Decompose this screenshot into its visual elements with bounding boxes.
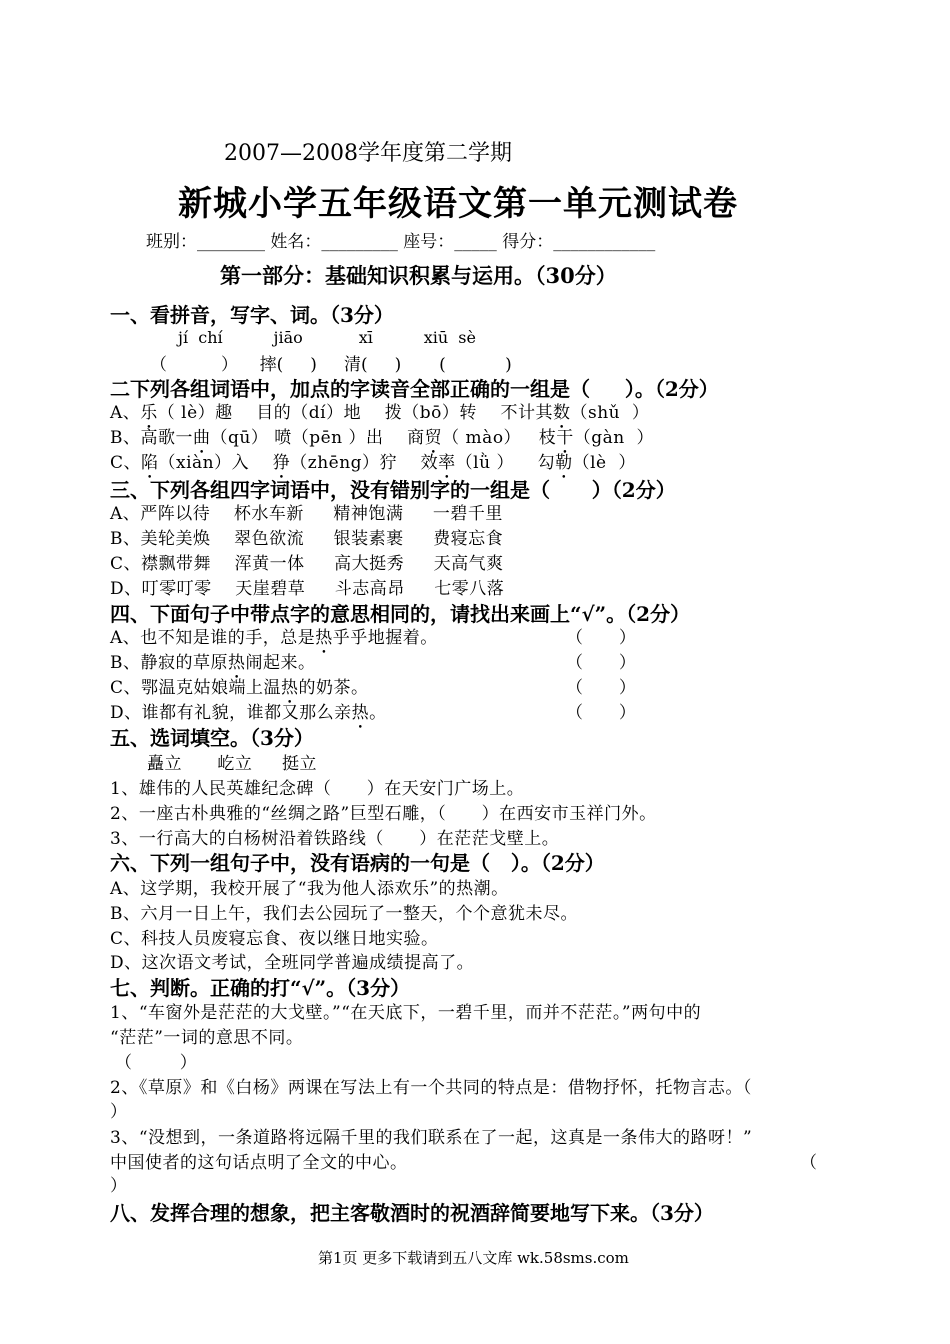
q7-statement-3-line2: 中国使者的这句话点明了全文的中心。 — [110, 1153, 408, 1173]
q1-blanks: （ ） 摔( ) 清( ) ( ) — [150, 355, 512, 375]
q2-option-b: B、高歌一曲（qū） 喷（pēn ）出 商贸（ mào） 枝干（gàn ） — [110, 428, 655, 448]
q4-option-a: A、也不知是谁的手，总是热乎乎地握着。 — [110, 628, 438, 648]
q7-heading: 七、判断。正确的打“√”。（3分） — [110, 976, 411, 1000]
q6-option-d: D、这次语文考试，全班同学普遍成绩提高了。 — [110, 953, 475, 973]
q2-heading: 二下列各组词语中，加点的字读音全部正确的一组是（ ）。（2分） — [110, 377, 719, 401]
q3-heading: 三、下列各组四字词语中，没有错别字的一组是（ ）（2分） — [110, 478, 676, 502]
q7-statement-1-line2: “茫茫”一词的意思不同。 — [110, 1028, 304, 1048]
q7-answer-3-close: ） — [110, 1176, 128, 1196]
q7-statement-1-line1: 1、“车窗外是茫茫的大戈壁。”“在天底下，一碧千里，而并不茫茫。”两句中的 — [110, 1003, 702, 1023]
q4-answer-d: （ ） — [566, 703, 637, 723]
part-one-heading: 第一部分：基础知识积累与运用。（30分） — [220, 263, 617, 288]
q3-option-a: A、严阵以待 杯水车新 精神饱满 一碧千里 — [110, 504, 503, 524]
q3-option-c: C、襟飘带舞 浑黄一体 高大挺秀 天高气爽 — [110, 554, 504, 574]
q4-option-d: D、谁都有礼貌，谁都又那么亲热。 — [110, 703, 387, 723]
page-footer: 第1页 更多下载请到五八文库 wk.58sms.com — [318, 1249, 629, 1267]
q5-sentence-2: 2、一座古朴典雅的“丝绸之路”巨型石雕，（ ）在西安市玉祥门外。 — [110, 804, 657, 824]
q8-heading: 八、发挥合理的想象，把主客敬酒时的祝酒辞简要地写下来。（3分） — [110, 1201, 714, 1225]
q4-answer-c: （ ） — [566, 678, 637, 698]
q1-pinyin: jí chí jiāo xī xiū sè — [178, 328, 476, 347]
q5-word-choices: 矗立 屹立 挺立 — [147, 754, 317, 774]
q7-answer-1: （ ） — [115, 1053, 198, 1073]
q6-option-c: C、科技人员废寝忘食、夜以继日地实验。 — [110, 929, 439, 949]
q4-heading: 四、下面句子中带点字的意思相同的，请找出来画上“√”。（2分） — [110, 602, 691, 626]
q7-statement-3-line1: 3、“没想到，一条道路将远隔千里的我们联系在了一起，这真是一条伟大的路呀！” — [110, 1128, 753, 1148]
q2-option-c: C、陷（xiàn）入 狰（zhēng）狞 效率（lǜ ） 勾勒（lè ） — [110, 453, 636, 473]
q5-sentence-3: 3、一行高大的白杨树沿着铁路线（ ）在茫茫戈壁上。 — [110, 829, 560, 849]
q4-option-c: C、鄂温克姑娘端上温热的奶茶。 — [110, 678, 369, 698]
q6-option-a: A、这学期，我校开展了“我为他人添欢乐”的热潮。 — [110, 879, 509, 899]
q7-statement-2-line1: 2、《草原》和《白杨》两课在写法上有一个共同的特点是：借物抒怀，托物言志。（ — [110, 1078, 752, 1098]
school-year: 2007—2008学年度第二学期 — [224, 141, 512, 166]
q3-option-b: B、美轮美焕 翠色欲流 银装素裹 费寝忘食 — [110, 529, 504, 549]
q7-answer-2-close: ） — [110, 1102, 128, 1122]
page-title: 新城小学五年级语文第一单元测试卷 — [178, 184, 738, 224]
q4-answer-a: （ ） — [566, 628, 637, 648]
q7-answer-3-open: （ — [800, 1153, 818, 1173]
q5-heading: 五、选词填空。（3分） — [110, 726, 314, 750]
q1-heading: 一、看拼音，写字、词。（3分） — [110, 303, 394, 327]
q5-sentence-1: 1、雄伟的人民英雄纪念碑（ ）在天安门广场上。 — [110, 779, 525, 799]
q3-option-d: D、叮零叮零 天崖碧草 斗志高昂 七零八落 — [110, 579, 505, 599]
student-info-line: 班别：________ 姓名：_________ 座号：_____ 得分：____________ — [146, 232, 656, 252]
q2-option-a: A、乐（ lè）趣 目的（dí）地 拨（bō）转 不计其数（shǔ ） — [110, 403, 650, 423]
q4-answer-b: （ ） — [566, 653, 637, 673]
q6-option-b: B、六月一日上午，我们去公园玩了一整天，个个意犹未尽。 — [110, 904, 578, 924]
q4-option-b: B、静寂的草原热闹起来。 — [110, 653, 316, 673]
q6-heading: 六、下列一组句子中，没有语病的一句是（ ）。（2分） — [110, 851, 605, 875]
